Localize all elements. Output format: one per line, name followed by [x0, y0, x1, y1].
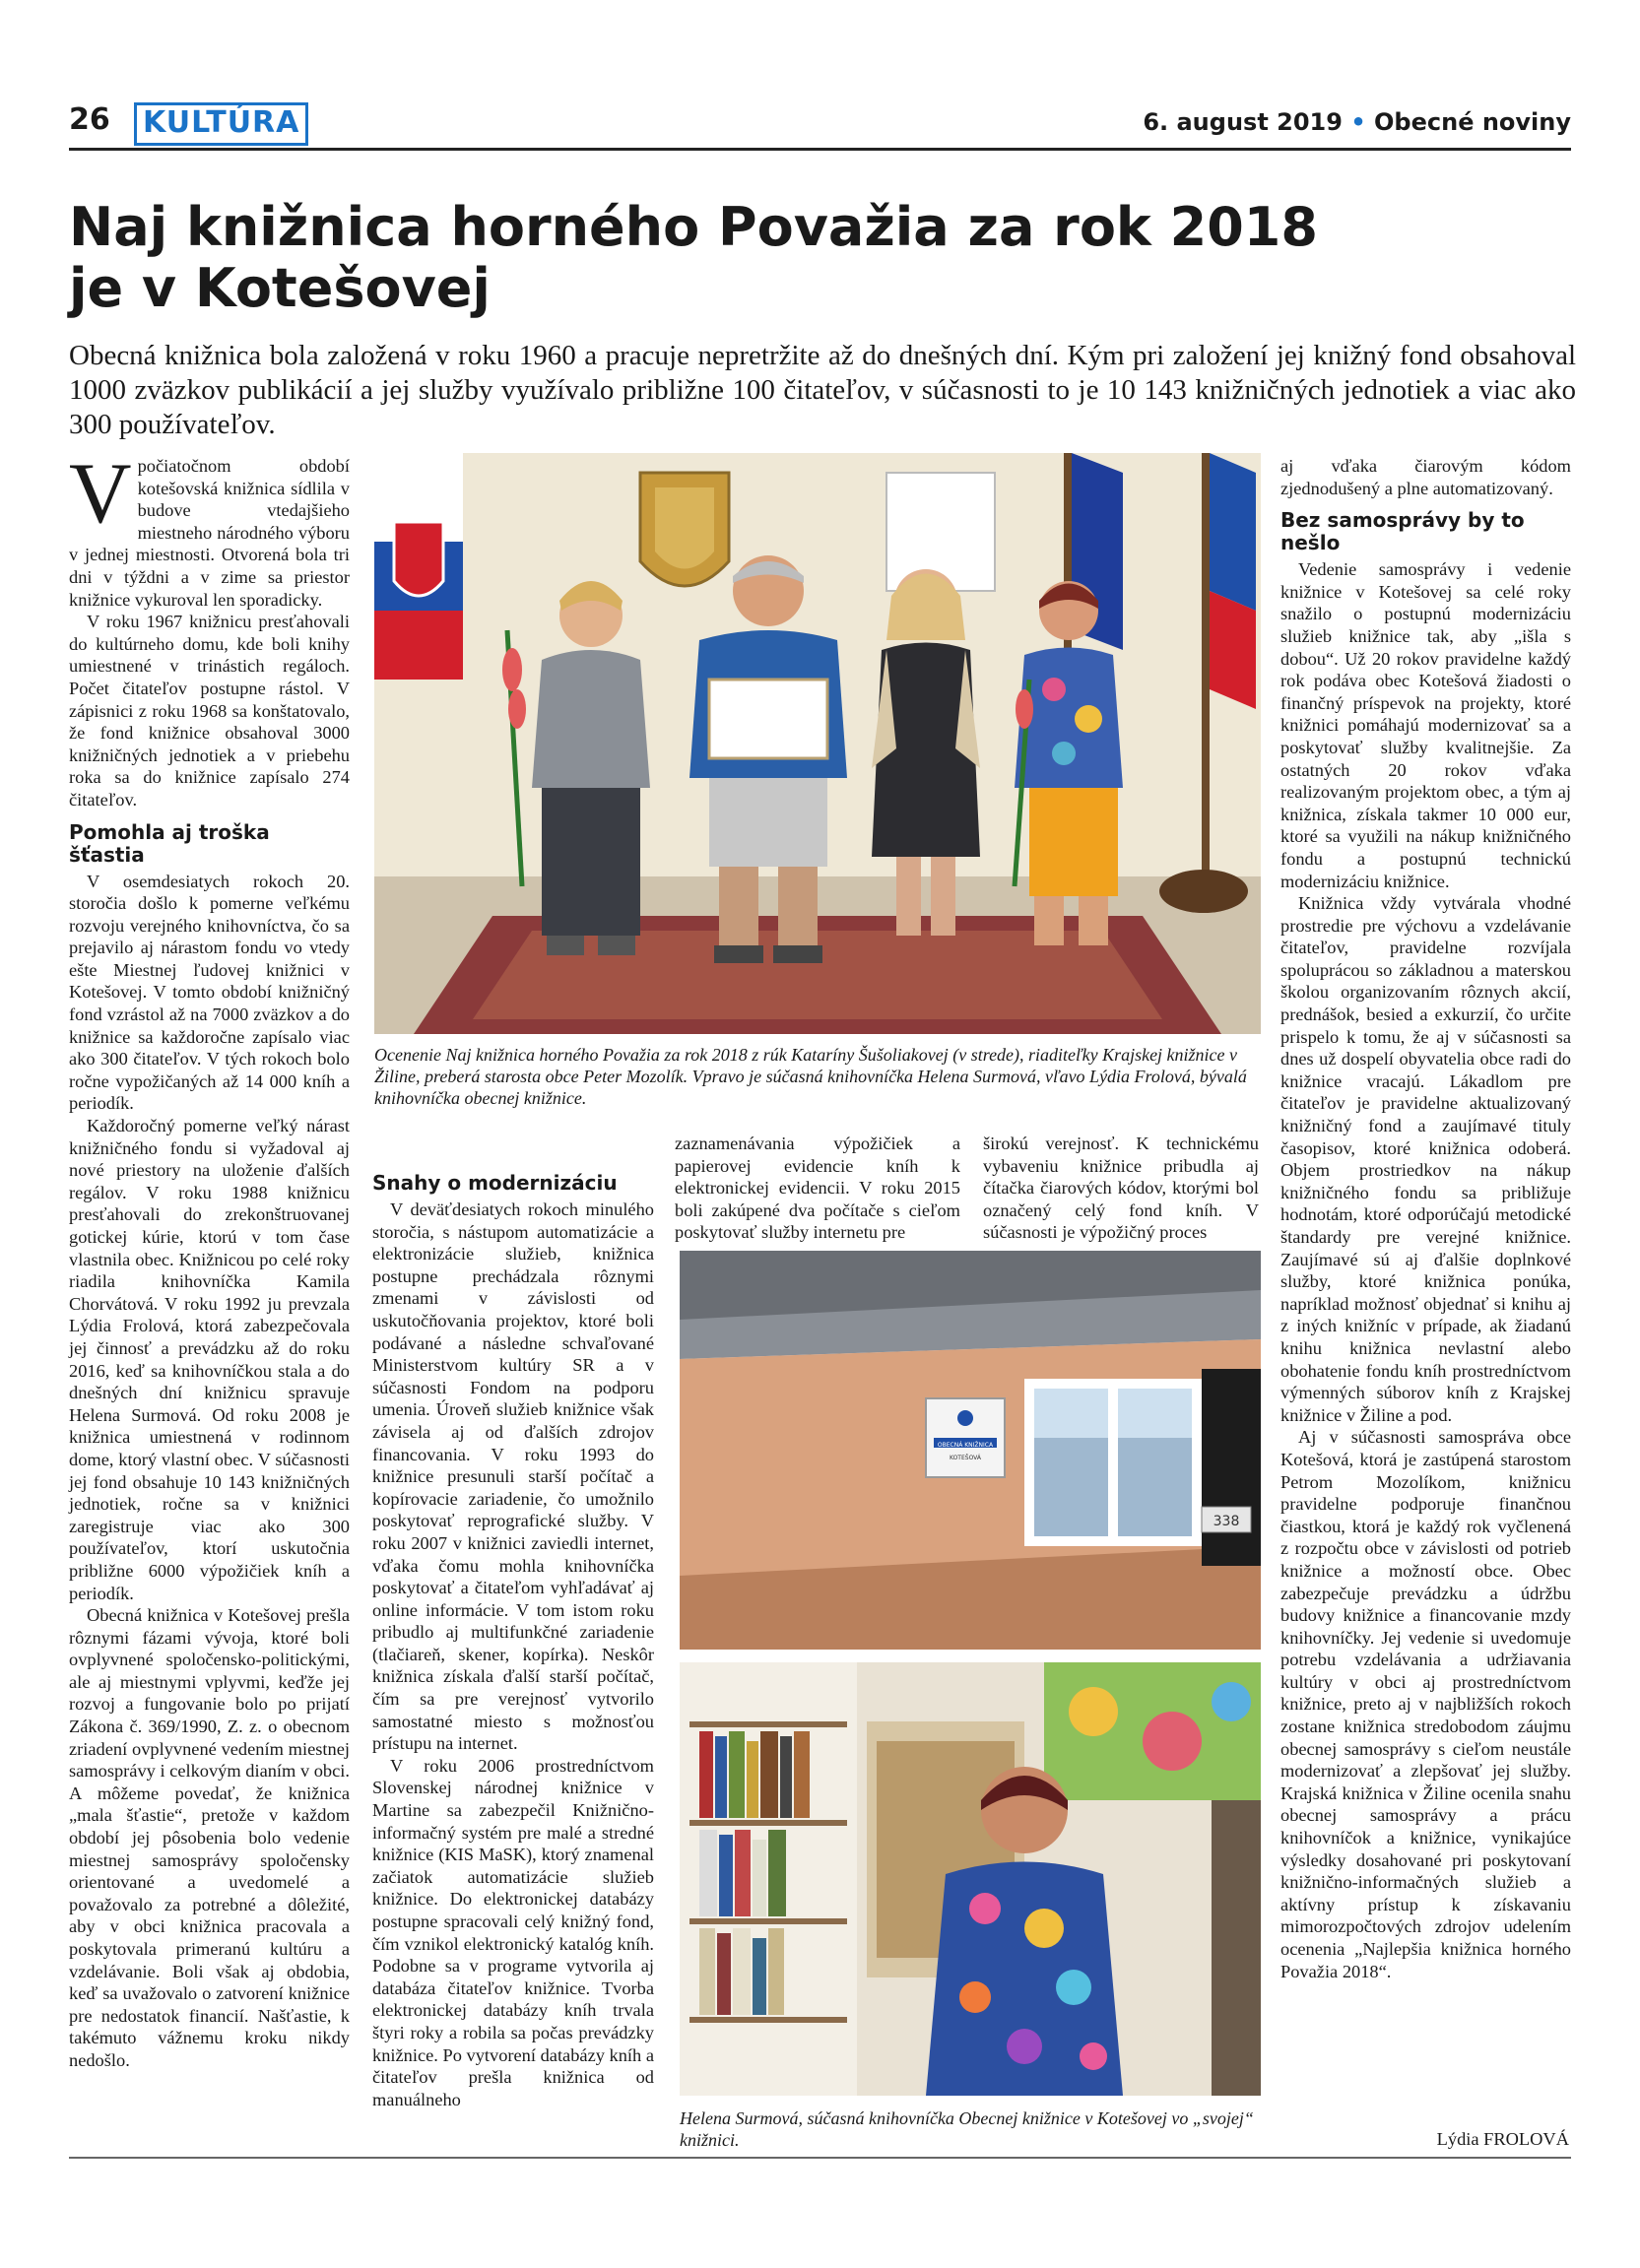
librarian-photo [680, 1662, 1261, 2096]
col2-paragraph-1: V deväťdesiatych rokoch minulého storočia, s nástupom automatizácie a elektronizácie služieb, knižnica postupne prechádzala rôznymi zmenami v závislosti od uskutočňovania projektov, ktoré boli podávané a následne schvaľované Ministerstvom kultúry SR a v súčasnosti Fondom na podporu umenia. Úroveň služieb knižnice však závisela aj od ďalších zdrojov financovania. V roku 1993 do knižnice presunuli starší počítač a kopírovacie zariadenie, čo umožnilo poskytovať reprografické služby. V roku 2007 v knižnici zaviedli internet, vďaka čomu mohla knihovníčka poskytovať a čitateľom vyhľadávať aj online informácie. V tom istom roku pribudlo aj multifunkčné zariadenie (tlačiareň, skener, kopírka). Neskôr knižnica získala ďalší starší počítač, čím sa pre verejnosť vytvorilo samostatné miesto s možnosťou prístupu na internet. [372, 1199, 654, 1754]
column-4 [1280, 455, 1571, 1982]
publication-name: Obecné noviny [1374, 108, 1571, 136]
col1-paragraph-5: Obecná knižnica v Kotešovej prešla rôznymi fázami vývoja, ktoré boli ovplyvnené spoločensko-politickými, ale aj miestnymi vplyvmi, keďže jej rozvoj a fungovanie bolo po prijatí Zákona č. 369/1990, Z. z. o obecnom zriadení ovplyvnené vedením miestnej samosprávy i celkovým dianím v obci. A môžeme povedať, že knižnica „mala šťastie“, pretože v každom období jej pôsobenia bolo vedenie miestnej samosprávy spoločensky orientované a uvedomelé a považovalo za potrebné a dôležité, aby v obci knižnica pracovala a poskytovala primeranú kultúru a vzdelávanie. Boli však aj obdobia, keď sa uvažovalo o zatvorení knižnice pre nedostatok financií. Našťastie, k takémuto vážnemu kroku nikdy nedošlo. [69, 1605, 351, 2070]
headline-line-2: je v Kotešovej [69, 257, 491, 319]
column-3-fragment [675, 1133, 960, 1244]
col3-paragraph-1: zaznamenávania výpožičiek a papierovej evidencie kníh k elektronickej evidencii. V roku 2015 boli zakúpené dva počítače s cieľom poskytovať služby internetu pre [675, 1134, 960, 1243]
librarian-photo-caption: Helena Surmová, súčasná knihovníčka Obecnej knižnice v Kotešovej vo „svojej“ knižnici. [680, 2108, 1254, 2150]
library-building-photo [680, 1251, 1261, 1650]
house-number: 338 [1213, 1514, 1240, 1529]
subheading-pomohla: Pomohla aj troška šťastia [69, 819, 270, 867]
col2-paragraph-2: V roku 2006 prostredníctvom Slovenskej národnej knižnice v Martine sa zabezpečil Knižnično-informačný systém pre malé a stredné knižnice (KIS MaSK), ktorý znamenal začiatok automatizácie služieb knižnice. Do elektronickej databázy postupne spracovali celý knižný fond, čím vznikol elektronický katalóg kníh. Podobne sa v programe vytvorila aj databáza čitateľov knižnice. Tvorba elektronickej databázy kníh trvala štyri roky a robila sa počas prevádzky knižnice. Po vytvorení databázy kníh a čitateľov prešla knižnica od manuálneho [372, 1755, 654, 2109]
col4-paragraph-3: Aj v súčasnosti samospráva obce Kotešová, ktorá je zastúpená starostom Petrom Mozolíkom, knižnicu pravidelne podporuje finančnou čiastkou, ktorá je každý rok vyčlenená z rozpočtu obce v závislosti od potrieb knižnice a možností obce. Obec zabezpečuje prevádzku a údržbu budovy knižnice a financovanie mzdy knihovníčky. Jej vedenie si uvedomuje potrebu vzdelávania a udržiavania kultúry v obci aj prostredníctvom knižnice, preto aj v najbližších rokoch zostane knižnica stredobodom záujmu obecnej samosprávy s cieľom neustále modernizovať a zlepšovať jej služby. Krajská knižnica v Žiline ocenila snahu obecnej samosprávy a prácu knihovníčok a knižnice, vynikajúce výsledky dosahované pri poskytovaní knižnično-informačných služieb a aktívny prístup k získavaniu mimorozpočtových zdrojov udelením ocenenia „Najlepšia knižnica horného Považia 2018“. [1280, 1427, 1571, 1981]
separator-dot: • [1350, 108, 1366, 136]
col4-paragraph-0: aj vďaka čiarovým kódom zjednodušený a plne automatizovaný. [1280, 456, 1571, 498]
subheading-bez-samospravy: Bez samosprávy by to nešlo [1280, 508, 1525, 555]
article-headline [69, 197, 1546, 319]
footer-rule [69, 2157, 1571, 2159]
col1-paragraph-3: V osemdesiatych rokoch 20. storočia došlo k pomerne veľkému rozvoju verejného knihovníctva, čo sa prejavilo aj nárastom fondu vo vtedy ešte Miestnej ľudovej knižnici v Kotešovej. V tomto období knižničný fond vzrástol až na 7000 zväzkov a do knižnice sa každoročne zapísalo viac ako 300 čitateľov. V tých rokoch bolo ročne vypožičaných až 14 000 kníh a periodík. [69, 871, 350, 1114]
column-1 [69, 446, 351, 2072]
author-byline: Lýdia FROLOVÁ [1436, 2129, 1569, 2149]
librarian-illustration [680, 1662, 1261, 2096]
col1-paragraph-2: V roku 1967 knižnicu presťahovali do kultúrneho domu, kde boli knihy umiestnené v trinástich regáloch. Počet čitateľov postupne rástol. V zápisnici z roku 1968 sa konštatovalo, že fond knižnice obsahoval 3000 knižničných jednotiek a v priebehu roka sa do knižnice zapísalo 274 čitateľov. [69, 612, 350, 810]
issue-info [1143, 108, 1571, 136]
library-sign-text: OBECNÁ KNIŽNICA [937, 1442, 994, 1449]
drop-cap: V [69, 446, 132, 542]
subheading-snahy: Snahy o modernizáciu [372, 1171, 618, 1195]
col1-paragraph-1: počiatočnom období kotešovská knižnica sídlila v budove vtedajšieho miestneho národného výboru v jednej miestnosti. Otvorená bola tri dni v týždni a v zime sa priestor knižnice vykuroval len sporadicky. [69, 456, 350, 610]
col3b-paragraph-1: širokú verejnosť. K technickému vybaveniu knižnice pribudla aj čítačka čiarových kódov, ktorými bol označený celý fond kníh. V súčasnosti je výpožičný proces [983, 1134, 1259, 1243]
col4-paragraph-2: Knižnica vždy vytvárala vhodné prostredie pre výchovu a vzdelávanie čitateľov, pravidelne rozvíjala spoluprácou so základnou a materskou školou organizovaním rôznych akcií, prednášok, besied a exkurzií, čo určite prispelo k tomu, že aj v súčasnosti sa dnes už dospelí obyvatelia obce radi do knižnice vracajú. Lákadlom pre čitateľov je pravidelne aktualizovaný knižničný fond a zaujímavé tituly časopisov, ktoré knižnica odoberá. Objem prostriedkov na nákup knižničného fondu sa približuje hodnotám, ktoré odporúčajú metodické štandardy pre verejné knižnice. Zaujímavé sú aj ďalšie doplnkové služby, ktoré knižnica ponúka, napríklad možnosť objednať si knihu aj z iných knižníc v prípade, ak žiadanú knihu knižnica nevlastní alebo obohatenie fondu kníh prostredníctvom výmenných súborov kníh z Krajskej knižnice v Žiline a pod. [1280, 893, 1571, 1425]
award-ceremony-photo [374, 453, 1261, 1034]
column-3b-fragment [983, 1133, 1259, 1244]
page-number: 26 [69, 102, 110, 137]
section-label: KULTÚRA [134, 102, 308, 146]
library-sign-subtext: KOTEŠOVÁ [949, 1455, 982, 1461]
article-lead: Obecná knižnica bola založená v roku 1960 a pracuje nepretržite až do dnešných dní. Kým pri založení jej knižný fond obsahoval 1000 zväzkov publikácií a jej služby využívalo približne 100 čitateľov, v súčasnosti to je 10 143 knižničných jednotiek a viac ako 300 používateľov. [69, 340, 1576, 440]
column-2 [372, 1162, 654, 2110]
col1-paragraph-4: Každoročný pomerne veľký nárast knižničného fondu si vyžadoval aj nové priestory na uloženie ďalších regálov. V roku 1988 knižnicu presťahovali do zrekonštruovanej gotickej kúrie, ktorú v tom čase vlastnila obec. Knižnicou po celé roky riadila knihovníčka Kamila Chorvátová. V roku 1992 ju prevzala Lýdia Frolová, ktorá zabezpečovala jej činnosť a prevádzku až do roku 2016, keď sa knihovníčkou stala a do dnešných dní knižnicu spravuje Helena Surmová. Od roku 2008 je knižnica umiestnená v rodinnom dome, ktorý vlastní obec. V súčasnosti jej fond obsahuje 10 143 knižničných jednotiek, ročne sa v knižnici zaregistruje viac ako 300 používateľov, ktorí uskutočnia približne 6000 výpožičiek kníh a periodík. [69, 1116, 350, 1603]
issue-date: 6. august 2019 [1143, 108, 1343, 136]
col4-paragraph-1: Vedenie samosprávy i vedenie knižnice v Kotešovej sa celé roky snažilo o postupnú modernizáciu služieb knižnice tak, aby „išla s dobou“. Už 20 rokov pravidelne každý rok podáva obec Kotešová žiadosti o finančný príspevok na projekty, ktoré knižnici pomáhajú modernizovať sa a poskytovať služby kvalitnejšie. Za ostatných 20 rokov vďaka realizovaným projektom obec, a tým aj knižnica, získala takmer 10 000 eur, ktoré sa využili na nákup knižničného fondu a postupnú technickú modernizáciu knižnice. [1280, 559, 1571, 891]
award-ceremony-illustration [374, 453, 1261, 1034]
headline-line-1: Naj knižnica horného Považia za rok 2018 [69, 196, 1318, 258]
header-rule [69, 148, 1571, 151]
library-building-illustration [680, 1251, 1261, 1650]
award-photo-caption: Ocenenie Naj knižnica horného Považia za rok 2018 z rúk Kataríny Šušoliakovej (v strede), riaditeľky Krajskej knižnice v Žiline, preberá starosta obce Peter Mozolík. Vpravo je súčasná knihovníčka Helena Surmová, vľavo Lýdia Frolová, bývalá knihovníčka obecnej knižnice. [374, 1045, 1247, 1108]
